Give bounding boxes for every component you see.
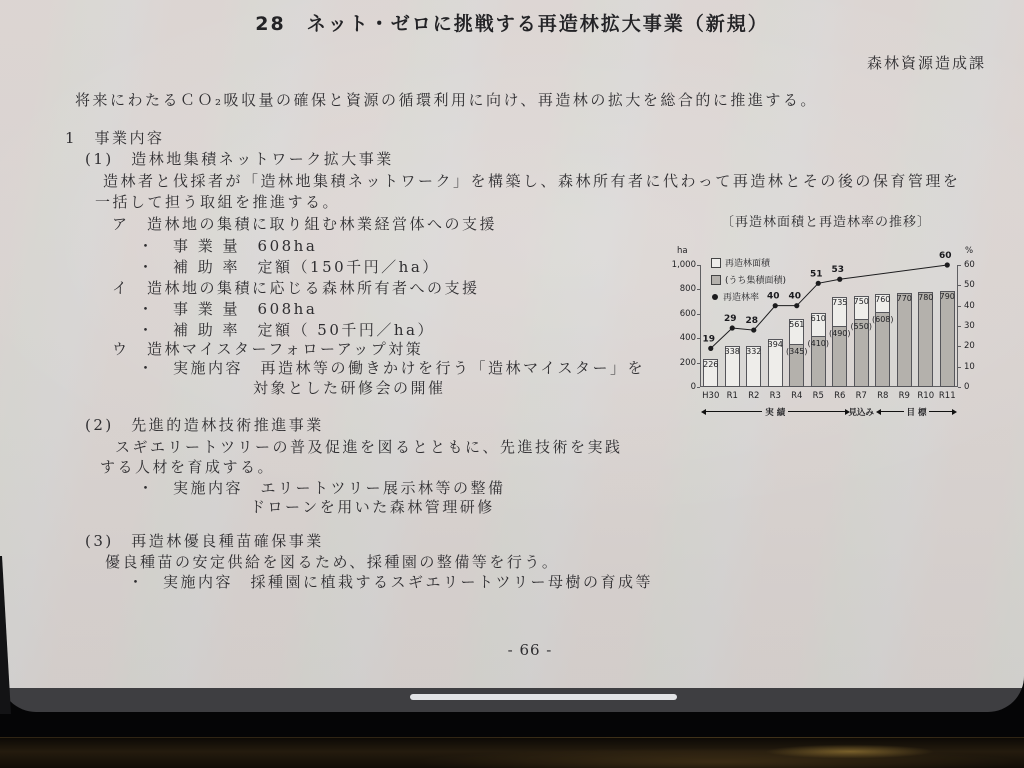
doc-line: 一括して担う取組を推進する。 (95, 193, 341, 211)
doc-line: イ 造林地の集積に応じる森林所有者への支援 (112, 279, 480, 297)
bar-total-label: 760 (875, 295, 891, 305)
bar-accumulated-label: (410) (807, 338, 829, 348)
left-axis-tick-label: 200 (679, 357, 696, 368)
bar-total (811, 313, 826, 387)
right-axis-tick (958, 367, 961, 368)
right-axis-tick (958, 346, 961, 347)
left-axis-tick (697, 387, 700, 388)
doc-line: する人材を育成する。 (100, 458, 276, 476)
doc-line: ・ 補 助 率 定額（150千円／ha） (138, 258, 440, 276)
rate-point-label: 40 (788, 291, 802, 302)
bar-total-label: 610 (810, 313, 826, 323)
period-label: 見込み (848, 408, 874, 418)
doc-line: ウ 造林マイスターフォローアップ対策 (112, 340, 424, 358)
doc-line: (1) 造林地集積ネットワーク拡大事業 (85, 150, 394, 168)
left-axis-tick-label: 800 (679, 284, 696, 295)
legend-item (711, 256, 770, 269)
left-axis-tick-label: 1,000 (671, 260, 696, 270)
doc-line: ドローンを用いた森林管理研修 (250, 498, 495, 516)
bar-total (897, 293, 912, 387)
right-axis-tick-label: 0 (964, 382, 970, 392)
right-axis-tick-label: 60 (964, 260, 975, 270)
right-axis-unit: % (965, 246, 974, 256)
bar-total-label: 750 (853, 296, 869, 306)
page-number: - 66 - (507, 641, 553, 659)
right-axis-tick (958, 306, 961, 307)
legend-item (711, 273, 786, 286)
period-arrow (701, 407, 850, 416)
right-axis-tick (958, 326, 961, 327)
right-axis-tick-label: 40 (964, 300, 975, 311)
reforestation-chart (665, 240, 987, 440)
right-axis-tick (958, 265, 961, 266)
intro-text: 将来にわたるＣＯ₂吸収量の確保と資源の循環利用に向け、再造林の拡大を総合的に推進する。 (75, 91, 818, 109)
legend-label: 再造林面積 (725, 259, 771, 269)
right-axis-tick (958, 387, 961, 388)
doc-line: 優良種苗の安定供給を図るため、採種園の整備等を行う。 (105, 553, 560, 571)
x-axis-label: R8 (877, 391, 889, 401)
left-axis-tick (697, 289, 700, 290)
right-axis-tick (958, 285, 961, 286)
bar-total-label: 338 (724, 346, 740, 356)
right-axis-tick-label: 20 (964, 341, 975, 352)
arrow-line (706, 411, 762, 413)
period-arrow (876, 407, 957, 416)
x-axis-label: H30 (702, 391, 720, 401)
bar-total-label: 332 (746, 347, 762, 357)
rate-point-label: 53 (831, 265, 845, 276)
x-axis-label: R7 (855, 391, 867, 401)
doc-line: ・ 事 業 量 608ha (138, 237, 318, 255)
bar-total-label: 770 (896, 294, 912, 304)
x-axis-label: R5 (812, 391, 824, 401)
arrow-line (788, 411, 844, 413)
page-title: 28 ネット・ゼロに挑戦する再造林拡大事業（新規） (255, 13, 769, 35)
arrow-right-icon (952, 409, 957, 415)
doc-line: ・ 実施内容 エリートツリー展示林等の整備 (138, 479, 506, 497)
bar-total-label: 790 (939, 291, 955, 301)
right-axis-tick-label: 10 (964, 361, 975, 372)
home-indicator[interactable] (410, 694, 677, 700)
rate-point-label: 60 (938, 251, 952, 261)
period-label: 目 標 (906, 407, 927, 418)
right-axis-tick-label: 30 (964, 321, 975, 331)
bar-total (940, 291, 955, 387)
left-axis-tick (697, 314, 700, 315)
doc-line: 対象とした研修会の開催 (253, 379, 446, 397)
open-square-icon (711, 258, 721, 268)
x-axis-label: R9 (898, 391, 910, 401)
doc-line: ・ 実施内容 採種園に植栽するスギエリートツリー母樹の育成等 (128, 573, 654, 591)
x-axis-label: R10 (917, 391, 935, 401)
left-axis-tick (697, 338, 700, 339)
x-axis-label: R6 (834, 391, 846, 401)
rate-point-label: 51 (809, 269, 823, 280)
rate-point-label: 28 (745, 316, 759, 327)
bar-total-label: 226 (703, 360, 719, 370)
bar-total (854, 296, 869, 388)
bar-accumulated-label: (345) (785, 346, 808, 356)
legend-label: (うち集積面積) (725, 276, 787, 286)
bar-total (875, 294, 890, 387)
department-name: 森林資源造成課 (866, 54, 986, 72)
chart-title: 〔再造林面積と再造林率の推移〕 (720, 215, 931, 230)
rate-point-label: 29 (723, 314, 737, 325)
bar-total-label: 394 (767, 339, 783, 349)
left-axis-tick-label: 0 (690, 382, 696, 392)
doc-line: 1 事業内容 (65, 129, 165, 147)
period-label: 実 績 (765, 407, 786, 418)
arrow-line (881, 411, 904, 413)
table-surface (0, 737, 1024, 768)
legend-label: 再造林率 (723, 293, 760, 303)
doc-line: ・ 実施内容 再造林等の働きかけを行う「造林マイスター」を (138, 359, 646, 377)
x-axis-label: R4 (791, 391, 803, 401)
left-axis-tick-label: 400 (679, 333, 696, 344)
doc-line: ア 造林地の集積に取り組む林業経営体への支援 (112, 215, 498, 233)
x-axis-label: R11 (938, 391, 956, 401)
x-axis-label: R2 (748, 391, 760, 401)
doc-line: 造林者と伐採者が「造林地集積ネットワーク」を構築し、森林所有者に代わって再造林とその後の保育管理を (103, 172, 961, 190)
doc-line: (3) 再造林優良種苗確保事業 (85, 532, 324, 550)
bar-total-label: 735 (832, 298, 848, 308)
left-axis-tick-label: 600 (679, 308, 696, 319)
x-axis-label: R3 (769, 391, 781, 401)
doc-line: (2) 先進的造林技術推進事業 (85, 416, 324, 434)
filled-square-icon (711, 275, 721, 285)
doc-line: ・ 補 助 率 定額（ 50千円／ha） (138, 321, 435, 339)
bar-total-label: 780 (918, 292, 934, 302)
rate-point-label: 19 (702, 334, 716, 345)
bar-accumulated-label: (608) (871, 314, 894, 324)
rate-point-label: 40 (766, 291, 780, 302)
x-axis-label: R1 (726, 391, 738, 401)
bar-total (918, 292, 933, 387)
right-axis-tick-label: 50 (964, 280, 975, 291)
dot-icon (712, 294, 718, 300)
arrow-line (929, 411, 952, 413)
doc-line: ・ 事 業 量 608ha (138, 300, 318, 318)
bar-accumulated-label: (490) (828, 329, 851, 339)
bar-accumulated-label: (550) (850, 321, 872, 331)
bar-total-label: 561 (789, 319, 805, 329)
left-axis-tick (697, 265, 700, 266)
legend-item (711, 290, 759, 303)
doc-line: スギエリートツリーの普及促進を図るとともに、先進技術を実践 (115, 438, 623, 456)
left-axis-unit: ha (677, 246, 688, 256)
bar-total (832, 297, 847, 387)
